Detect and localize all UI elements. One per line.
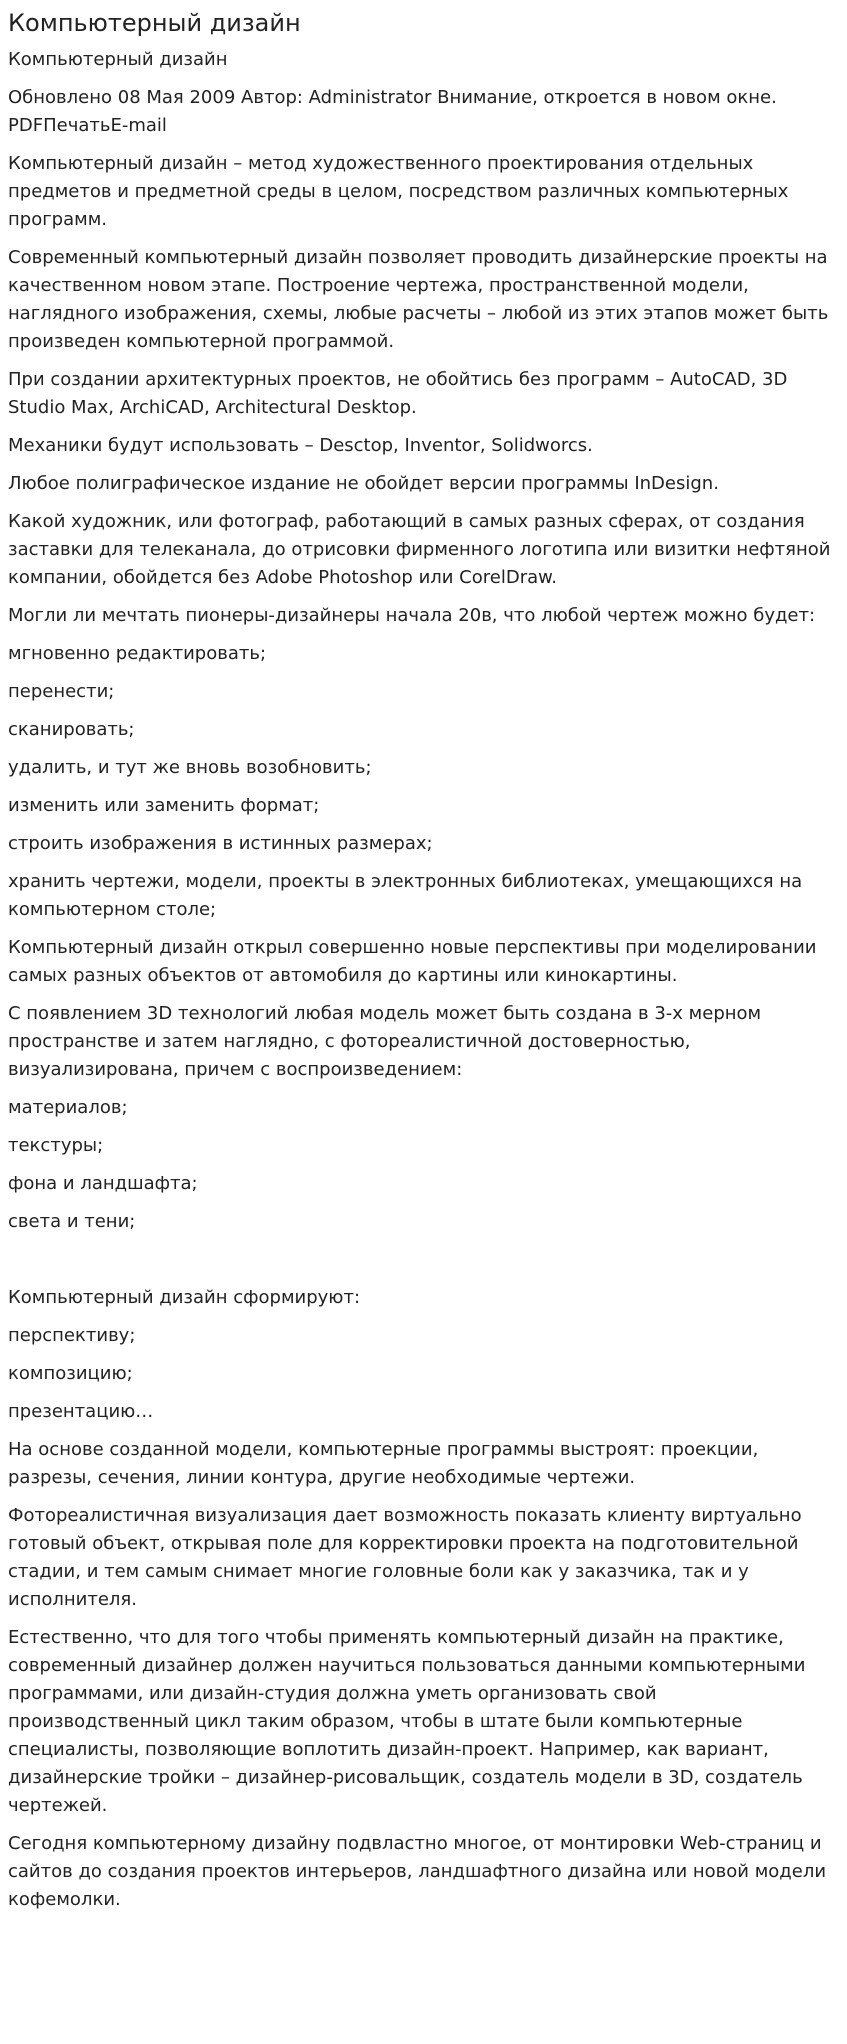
article-subtitle: Компьютерный дизайн bbox=[8, 49, 228, 70]
list-item: сканировать; bbox=[8, 719, 135, 740]
list-item: света и тени; bbox=[8, 1211, 136, 1232]
body-paragraph: Компьютерный дизайн – метод художественного проектирования отдельных предметов и предметной среды в целом, посредством различных компьютерных программ. bbox=[8, 153, 789, 230]
email-link[interactable]: E-mail bbox=[110, 115, 167, 136]
list-item: материалов; bbox=[8, 1097, 128, 1118]
list-item: фона и ландшафта; bbox=[8, 1173, 198, 1194]
body-paragraph: Сегодня компьютерному дизайну подвластно многое, от монтировки Web-страниц и сайтов до создания проектов интерьеров, ландшафтного дизайна или новой модели кофемолки. bbox=[8, 1833, 827, 1910]
list-item: мгновенно редактировать; bbox=[8, 643, 267, 664]
body-paragraph: Фотореалистичная визуализация дает возможность показать клиенту виртуально готовый объект, открывая поле для корректировки проекта на подготовительной стадии, и тем самым снимает многие головные боли как у заказчика, так и у исполнителя. bbox=[8, 1505, 802, 1610]
body-paragraph: При создании архитектурных проектов, не обойтись без программ – AutoCAD, 3D Studio Max, ArchiCAD, Architectural Desktop. bbox=[8, 369, 788, 418]
list-item: композицию; bbox=[8, 1363, 133, 1384]
list-item: перспективу; bbox=[8, 1325, 136, 1346]
body-paragraph: С появлением 3D технологий любая модель может быть создана в 3-х мерном пространстве и затем наглядно, с фотореалистичной достоверностью, визуализирована, причем с воспроизведением: bbox=[8, 1003, 762, 1080]
list-item: презентацию… bbox=[8, 1401, 154, 1422]
body-paragraph: Механики будут использовать – Desctop, Inventor, Solidworcs. bbox=[8, 435, 593, 456]
body-paragraph: Современный компьютерный дизайн позволяет проводить дизайнерские проекты на качественном новом этапе. Построение чертежа, пространственной модели, наглядного изображения, схемы, любые расчеты – любой из этих этапов может быть произведен компьютерной программой. bbox=[8, 247, 829, 352]
print-link[interactable]: Печать bbox=[43, 115, 111, 136]
body-paragraph: Компьютерный дизайн открыл совершенно новые перспективы при моделировании самых разных объектов от автомобиля до картины или кинокартины. bbox=[8, 937, 817, 986]
body-paragraph: Естественно, что для того чтобы применять компьютерный дизайн на практике, современный дизайнер должен научиться пользоваться данными компьютерными программами, или дизайн-студия должна уметь организовать свой производственный цикл таким образом, чтобы в штате были компьютерные специалисты, позволяющие воплотить дизайн-проект. Например, как вариант, дизайнерские тройки – дизайнер-рисовальщик, создатель модели в 3D, создатель чертежей. bbox=[8, 1627, 806, 1816]
list-item: строить изображения в истинных размерах; bbox=[8, 833, 433, 854]
list-item: перенести; bbox=[8, 681, 115, 702]
body-paragraph: Какой художник, или фотограф, работающий в самых разных сферах, от создания заставки для телеканала, до отрисовки фирменного логотипа или визитки нефтяной компании, обойдется без Adobe Photoshop или CorelDraw. bbox=[8, 511, 831, 588]
body-paragraph: Могли ли мечтать пионеры-дизайнеры начала 20в, что любой чертеж можно будет: bbox=[8, 605, 816, 626]
list-item: текстуры; bbox=[8, 1135, 104, 1156]
updated-date: Обновлено 08 Мая 2009 bbox=[8, 87, 236, 108]
body-paragraph: На основе созданной модели, компьютерные программы выстроят: проекции, разрезы, сечения, линии контура, другие необходимые чертежи. bbox=[8, 1439, 759, 1488]
author: Автор: Administrator bbox=[241, 87, 432, 108]
list-item: хранить чертежи, модели, проекты в электронных библиотеках, умещающихся на компьютерном столе; bbox=[8, 871, 803, 920]
page-title: Компьютерный дизайн bbox=[8, 9, 301, 37]
pdf-link[interactable]: PDF bbox=[8, 115, 44, 136]
body-paragraph: Любое полиграфическое издание не обойдет версии программы InDesign. bbox=[8, 473, 719, 494]
list-item: удалить, и тут же вновь возобновить; bbox=[8, 757, 372, 778]
list-item: изменить или заменить формат; bbox=[8, 795, 320, 816]
body-paragraph: Компьютерный дизайн сформируют: bbox=[8, 1287, 361, 1308]
new-window-note: Внимание, откроется в новом окне. bbox=[437, 87, 777, 108]
article-meta bbox=[8, 84, 839, 140]
